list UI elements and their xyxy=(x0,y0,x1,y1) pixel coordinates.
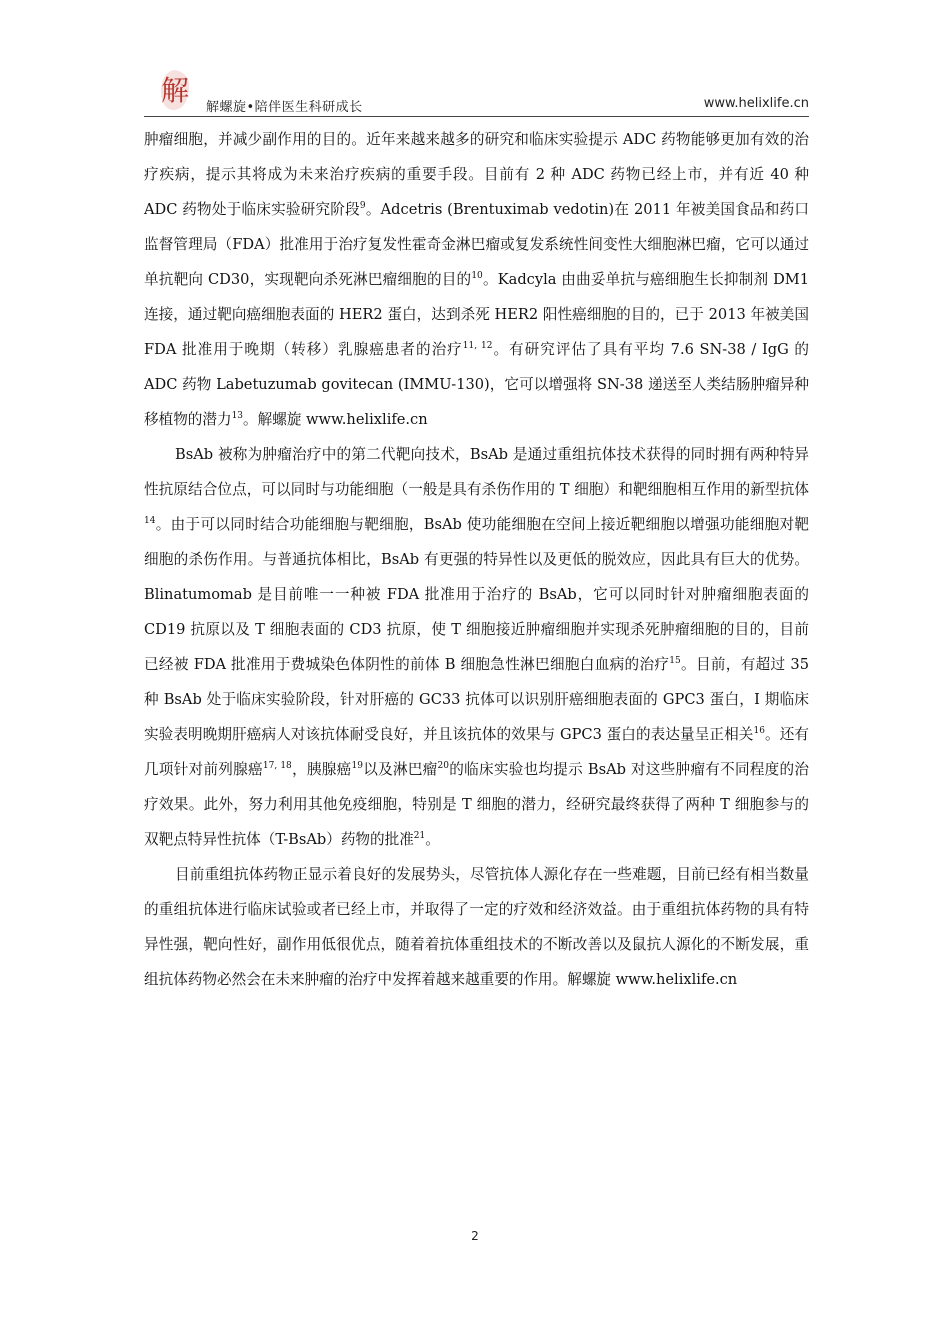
citation-superscript: 13 xyxy=(231,411,244,421)
citation-superscript: 9 xyxy=(359,201,366,211)
header-slogan: 解螺旋•陪伴医生科研成长 xyxy=(206,100,363,115)
citation-superscript: 14 xyxy=(144,516,156,526)
helixlife-logo xyxy=(158,68,192,112)
paragraph-text: 。Kadcyla 由曲妥单抗与癌细胞生长抑制剂 DM1 连接，通过靶向癌细胞表面的 HER2 蛋白，达到杀死 HER2 阳性癌细胞的目的，已于 2013 年被美国 FDA 批准用于晚期（转移）乳腺癌患者的治疗 xyxy=(144,271,809,358)
citation-superscript: 15 xyxy=(669,656,681,666)
header-website: www.helixlife.cn xyxy=(703,96,809,111)
paragraph-text: 。Adcetris (Brentuximab vedotin)在 2011 年被美国食品和药口监督管理局（FDA）批准用于治疗复发性霍奇金淋巴瘤或复发系统性间变性大细胞淋巴瘤，它可以通过单抗靶向 CD30，实现靶向杀死淋巴瘤细胞的目的 xyxy=(144,201,809,288)
paragraph-text: 。由于可以同时结合功能细胞与靶细胞，BsAb 使功能细胞在空间上接近靶细胞以增强功能细胞对靶细胞的杀伤作用。与普通抗体相比，BsAb 有更强的特异性以及更低的脱效应，因此具有巨大的优势。Blinatumomab 是目前唯一一种被 FDA 批准用于治疗的 BsAb，它可以同时针对肿瘤细胞表面的 CD19 抗原以及 T 细胞表面的 CD3 抗原，使 T 细胞接近肿瘤细胞并实现杀死肿瘤细胞的目的，目前已经被 FDA 批准用于费城染色体阴性的前体 B 细胞急性淋巴细胞白血病的治疗 xyxy=(144,516,809,673)
paragraph-text: 目前重组抗体药物正显示着良好的发展势头，尽管抗体人源化存在一些难题，目前已经有相当数量的重组抗体进行临床试验或者已经上市，并取得了一定的疗效和经济效益。由于重组抗体药物的具有特异性强，靶向性好，副作用低很优点，随着着抗体重组技术的不断改善以及鼠抗人源化的不断发展，重组抗体药物必然会在未来肿瘤的治疗中发挥着越来越重要的作用。解螺旋 www.helixlife.cn xyxy=(144,866,809,988)
body-paragraph xyxy=(144,122,809,437)
citation-superscript: 21 xyxy=(413,831,426,841)
paragraph-text: 。有研究评估了具有平均 7.6 SN-38 / IgG 的 ADC 药物 Labetuzumab govitecan (IMMU-130)，它可以增强将 SN-38 递送至人类结肠肿瘤异种移植物的潜力 xyxy=(144,341,809,428)
paragraph-text: 。 xyxy=(425,831,440,848)
body-paragraph xyxy=(144,857,809,997)
citation-superscript: 10 xyxy=(471,271,483,281)
article-body xyxy=(144,122,809,997)
header-divider xyxy=(144,116,809,117)
paragraph-text: ，胰腺癌 xyxy=(291,761,352,778)
paragraph-text: 以及淋巴瘤 xyxy=(362,761,438,778)
page-header xyxy=(144,62,809,118)
page-number: 2 xyxy=(471,1229,479,1243)
citation-superscript: 19 xyxy=(351,761,363,771)
citation-superscript: 17, 18 xyxy=(262,761,292,771)
citation-superscript: 11, 12 xyxy=(462,341,493,351)
paragraph-text: 。目前，有超过 35 种 BsAb 处于临床实验阶段，针对肝癌的 GC33 抗体可以识别肝癌细胞表面的 GPC3 蛋白，I 期临床实验表明晚期肝癌病人对该抗体耐受良好，并且该抗体的效果与 GPC3 蛋白的表达量呈正相关 xyxy=(144,656,809,743)
logo-char: 解 xyxy=(160,74,190,107)
paragraph-text: 。还有几项针对前列腺癌 xyxy=(144,726,809,778)
paragraph-text: 的临床实验也均提示 BsAb 对这些肿瘤有不同程度的治疗效果。此外，努力利用其他免疫细胞，特别是 T 细胞的潜力，经研究最终获得了两种 T 细胞参与的双靶点特异性抗体（T-BsAb）药物的批准 xyxy=(144,761,809,848)
body-paragraph xyxy=(144,437,809,857)
citation-superscript: 16 xyxy=(753,726,765,736)
citation-superscript: 20 xyxy=(437,761,449,771)
paragraph-text: BsAb 被称为肿瘤治疗中的第二代靶向技术，BsAb 是通过重组抗体技术获得的同时拥有两种特异性抗原结合位点，可以同时与功能细胞（一般是具有杀伤作用的 T 细胞）和靶细胞相互作用的新型抗体 xyxy=(144,446,809,498)
paragraph-text: 。解螺旋 www.helixlife.cn xyxy=(243,411,428,428)
paragraph-text: 肿瘤细胞，并减少副作用的目的。近年来越来越多的研究和临床实验提示 ADC 药物能够更加有效的治疗疾病，提示其将成为未来治疗疾病的重要手段。目前有 2 种 ADC 药物已经上市，并有近 40 种 ADC 药物处于临床实验研究阶段 xyxy=(144,131,809,218)
